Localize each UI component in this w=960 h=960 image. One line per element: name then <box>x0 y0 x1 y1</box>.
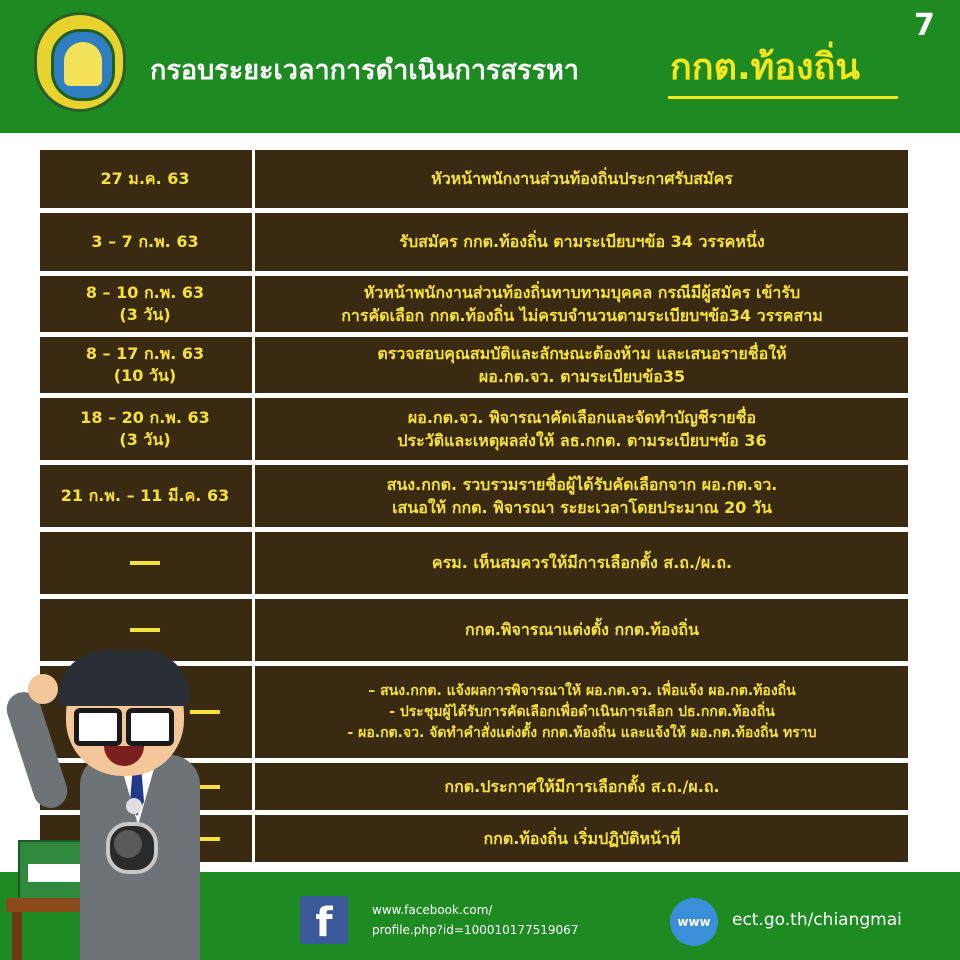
desc-cell: – สนง.กกต. แจ้งผลการพิจารณาให้ ผอ.กต.จว. เพื่อแจ้ง ผอ.กต.ท้องถิ่น - ประชุมผู้ได้รับการคัดเลือกเพื่อดำเนินการเลือก ปธ.กกต.ท้องถิ่น - ผอ.กต.จว. จัดทำคำสั่งแต่งตั้ง กกต.ท้องถิ่น และแจ้งให้ ผอ.กต.ท้องถิ่น ทราบ <box>347 682 817 741</box>
table-row <box>40 398 908 460</box>
desc-cell: กกต.ประกาศให้มีการเลือกตั้ง ส.ถ./ผ.ถ. <box>444 776 720 796</box>
date-cell <box>40 532 250 594</box>
table-row <box>40 213 908 271</box>
dash-marker <box>130 628 160 632</box>
title-underline <box>668 96 898 99</box>
desc-cell: กกต.พิจารณาแต่งตั้ง กกต.ท้องถิ่น <box>465 620 699 640</box>
website-link[interactable]: ect.go.th/chiangmai <box>732 910 902 930</box>
desc-cell: ตรวจสอบคุณสมบัติและลักษณะต้องห้าม และเสนอรายชื่อให้ ผอ.กต.จว. ตามระเบียบข้อ35 <box>377 343 787 386</box>
desc-cell: สนง.กกต. รวบรวมรายชื่อผู้ได้รับคัดเลือกจาก ผอ.กต.จว. เสนอให้ กกต. พิจารณา ระยะเวลาโดยประมาณ 20 วัน <box>386 474 778 517</box>
page-number: 7 <box>914 8 935 43</box>
page-title-highlight: กกต.ท้องถิ่น <box>670 47 860 88</box>
desc-cell: หัวหน้าพนักงานส่วนท้องถิ่นประกาศรับสมัคร <box>431 169 733 189</box>
ect-seal-icon <box>34 12 126 112</box>
desc-cell: หัวหน้าพนักงานส่วนท้องถิ่นทาบทามบุคคล กรณีมีผู้สมัคร เข้ารับ การคัดเลือก กกต.ท้องถิ่น ไม่ครบจำนวนตามระเบียบฯข้อ34 วรรคสาม <box>341 282 823 325</box>
date-cell: 8 – 10 ก.พ. 63 (3 วัน) <box>85 283 205 324</box>
date-cell: 8 – 17 ก.พ. 63 (10 วัน) <box>85 344 205 385</box>
desc-cell: กกต.ท้องถิ่น เริ่มปฏิบัติหน้าที่ <box>483 828 681 848</box>
mascot-arm <box>2 688 71 813</box>
facebook-link[interactable]: www.facebook.com/ profile.php?id=100010177519067 <box>372 903 579 937</box>
web-globe-icon[interactable]: www <box>670 898 718 946</box>
date-cell: 21 ก.พ. – 11 มี.ค. 63 <box>60 486 230 506</box>
table-row <box>40 532 908 594</box>
badge-icon <box>126 798 142 814</box>
date-cell: 27 ม.ค. 63 <box>100 169 190 189</box>
desc-cell: ผอ.กต.จว. พิจารณาคัดเลือกและจัดทำบัญชีรายชื่อ ประวัติและเหตุผลส่งให้ ลธ.กกต. ตามระเบียบฯข้อ 36 <box>397 407 767 450</box>
table-row <box>40 276 908 332</box>
facebook-icon[interactable]: f <box>300 896 348 944</box>
desc-cell: รับสมัคร กกต.ท้องถิ่น ตามระเบียบฯข้อ 34 วรรคหนึ่ง <box>399 232 765 252</box>
desc-cell: ครม. เห็นสมควรให้มีการเลือกตั้ง ส.ถ./ผ.ถ. <box>431 553 733 573</box>
header-bar <box>0 0 960 133</box>
mascot-hair <box>58 650 190 706</box>
date-cell: 18 – 20 ก.พ. 63 (3 วัน) <box>80 408 210 449</box>
glasses-icon <box>74 708 122 746</box>
mascot-illustration <box>0 650 240 960</box>
table-row <box>40 150 908 208</box>
table-row <box>40 337 908 393</box>
page-title: กรอบระยะเวลาการดำเนินการสรรหา <box>150 55 579 86</box>
dash-marker <box>130 561 160 565</box>
table-row <box>40 465 908 527</box>
date-cell: 3 – 7 ก.พ. 63 <box>91 232 199 252</box>
mascot-hand <box>28 674 58 704</box>
